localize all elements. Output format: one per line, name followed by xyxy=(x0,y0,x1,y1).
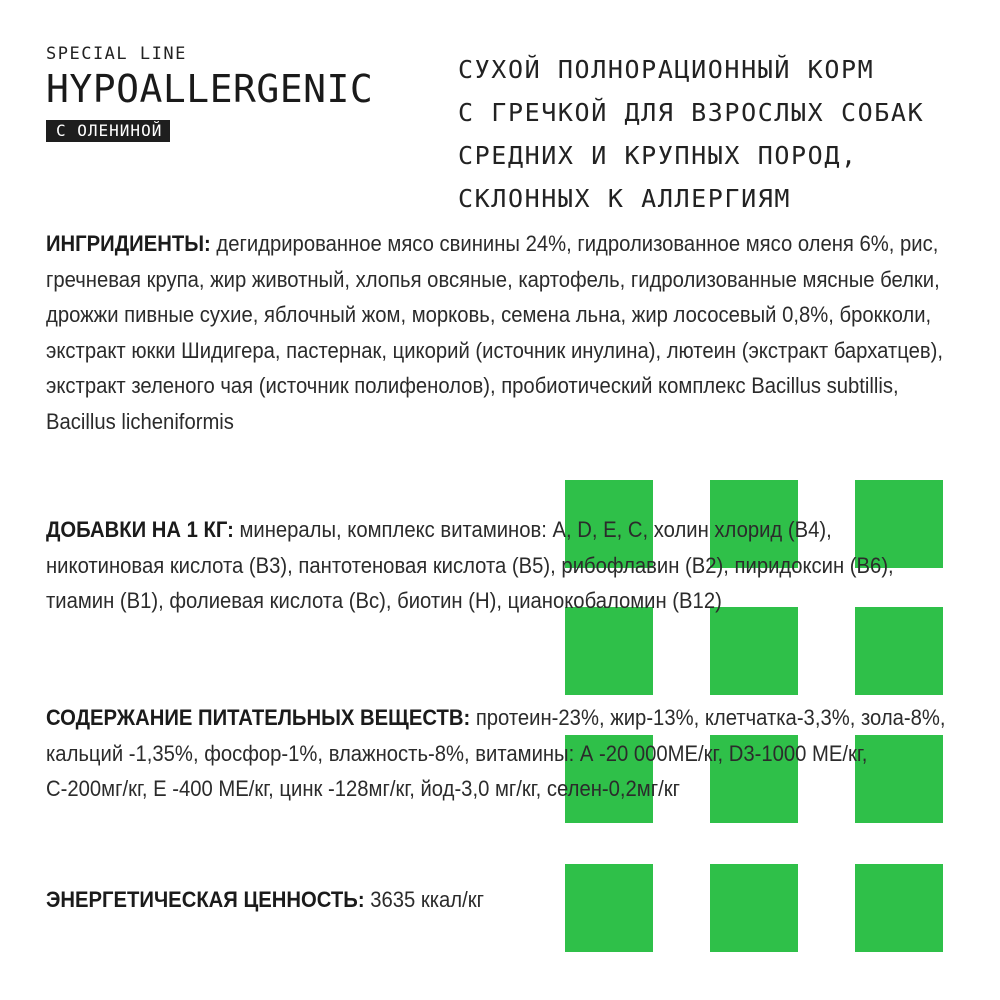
energy-label: ЭНЕРГЕТИЧЕСКАЯ ЦЕННОСТЬ: xyxy=(46,887,365,912)
nutrients-section xyxy=(46,700,951,807)
variant-badge: С ОЛЕНИНОЙ xyxy=(46,120,170,142)
product-name: HYPOALLERGENIC xyxy=(46,67,374,111)
ingredients-text: дегидрированное мясо свинины 24%, гидролизованное мясо оленя 6%, рис, гречневая крупа, жир животный, хлопья овсяные, картофель, гидролизованные мясные белки, дрожжи пивные сухие, яблочный жом, морковь, семена льна, жир лососевый 0,8%, брокколи, экстракт юкки Шидигера, пастернак, цикорий (источник инулина), лютеин (экстракт бархатцев), экстракт зеленого чая (источник полифенолов), пробиотический комплекс Bacillus subtillis, Bacillus licheniformis xyxy=(46,231,943,434)
ingredients-label: ИНГРИДИЕНТЫ: xyxy=(46,231,211,256)
description-line: С ГРЕЧКОЙ ДЛЯ ВЗРОСЛЫХ СОБАК xyxy=(458,98,925,127)
description-line: СКЛОННЫХ К АЛЛЕРГИЯМ xyxy=(458,184,792,213)
green-square xyxy=(565,607,653,695)
nutrients-text: протеин-23%, жир-13%, клетчатка-3,3%, зола-8%, кальций -1,35%, фосфор-1%, влажность-8%, витамины: А -20 000МЕ/кг, D3-1000 МЕ/кг, С-200мг/кг, Е -400 МЕ/кг, цинк -128мг/кг, йод-3,0 мг/кг, селен-0,2мг/кг xyxy=(46,705,946,801)
description-line: СУХОЙ ПОЛНОРАЦИОННЫЙ КОРМ xyxy=(458,55,875,84)
additives-label: ДОБАВКИ НА 1 КГ: xyxy=(46,517,234,542)
brand-block xyxy=(46,44,373,142)
product-line: SPECIAL LINE xyxy=(46,44,187,64)
additives-section xyxy=(46,512,951,619)
green-square xyxy=(855,607,943,695)
nutrients-label: СОДЕРЖАНИЕ ПИТАТЕЛЬНЫХ ВЕЩЕСТВ: xyxy=(46,705,471,730)
energy-section xyxy=(46,882,951,918)
additives-text: минералы, комплекс витаминов: A, D, E, C, холин хлорид (В4), никотиновая кислота (В3), пантотеновая кислота (В5), рибофлавин (В2), пиридоксин (В6), тиамин (В1), фолиевая кислота (Вс), биотин (Н), цианокобаломин (В12) xyxy=(46,517,894,613)
product-description xyxy=(458,48,978,220)
green-square xyxy=(710,607,798,695)
ingredients-section xyxy=(46,226,951,439)
energy-text: 3635 ккал/кг xyxy=(364,887,484,912)
description-line: СРЕДНИХ И КРУПНЫХ ПОРОД, xyxy=(458,141,858,170)
